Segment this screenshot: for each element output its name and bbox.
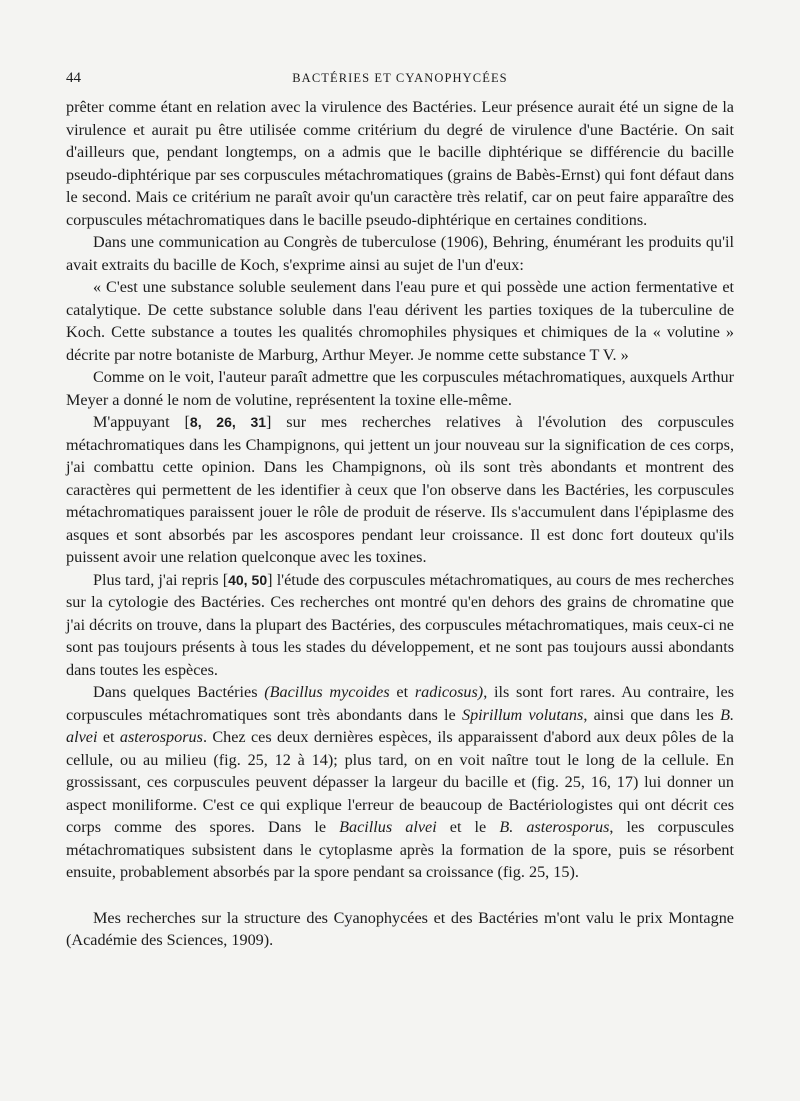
text-run: , ils sont fort rares. Au contraire, les corpuscules métachromatiques sont très abondants dans le xyxy=(66,683,735,724)
text-run: , ainsi que dans les xyxy=(583,705,721,724)
quotation-behring: « C'est une substance soluble seulement dans l'eau pure et qui possède une action fermentative et catalytique. De cette substance soluble dans l'eau dérivent les parties toxiques de la tuberculine de Koch. Cette substance a toutes les qualités chromophiles physiques et chimiques de la « volutine » décrite par notre botaniste de Marburg, Arthur Meyer. Je nomme cette substance T V. » xyxy=(66,278,734,364)
paragraph-4: Comme on le voit, l'auteur paraît admettre que les corpuscules métachromatiques, auxquels Arthur Meyer a donné le nom de volutine, représentent la toxine elle-même. xyxy=(66,368,734,409)
paragraph-6 xyxy=(66,569,734,682)
section-gap xyxy=(66,884,734,907)
species-name: Spirillum volutans xyxy=(461,705,584,724)
paragraph-1: prêter comme étant en relation avec la virulence des Bactéries. Leur présence aurait été un signe de la virulence et aurait pu être utilisée comme critérium du degré de virulence d'une Bactérie. On sait d'ailleurs que, pendant longtemps, on a admis que le bacille diphtérique se différencie du bacille pseudo-diphtérique par ses corpuscules métachromatiques (grains de Babès-Ernst) qui font défaut dans le second. Mais ce critérium ne paraît avoir qu'un caractère très relatif, car on peut faire apparaître des corpuscules métachromatiques dans le bacille pseudo-diphtérique en certaines conditions. xyxy=(66,98,734,229)
species-name: radicosus) xyxy=(414,683,484,701)
text-run: M'appuyant [ xyxy=(93,413,190,431)
paragraph-2: Dans une communication au Congrès de tuberculose (1906), Behring, énumérant les produits qu'il avait extraits du bacille de Koch, s'exprime ainsi au sujet de l'un d'eux: xyxy=(66,233,734,274)
species-name: asterosporus xyxy=(119,728,203,746)
species-name: Bacillus alvei xyxy=(339,818,437,836)
running-title: BACTÉRIES ET CYANOPHYCÉES xyxy=(292,71,508,85)
text-run: ] l'étude des corpuscules métachromatiques, au cours de mes recherches sur la cytologie des Bactéries. Ces recherches ont montré qu'en dehors des grains de chromatine que j'ai décrits on trouve, dans la plupart des Bactéries, des corpuscules métachromatiques, mais ceux-ci ne sont pas toujours présents à tous les stades du développement, et ne sont pas toujours aussi abondants dans toutes les espèces. xyxy=(66,570,735,679)
species-name: B. asterosporus xyxy=(499,818,610,836)
citation-reference: 40, 50 xyxy=(228,571,268,588)
text-run: Dans quelques Bactéries xyxy=(93,683,265,701)
text-run: . Chez ces deux dernières espèces, ils apparaissent d'abord aux deux pôles de la cellule, ou au milieu (fig. 25, 12 à 14); plus tard, on en voit naître tout le long de la cellule. En grossissant, ces corpuscules peuvent dépasser la largeur du bacille et (fig. 25, 16, 17) lui donner un aspect moniliforme. C'est ce qui explique l'erreur de beaucoup de Bactériologistes qui ont décrit ces corps comme des spores. Dans le xyxy=(66,728,734,836)
paragraph-8: Mes recherches sur la structure des Cyanophycées et des Bactéries m'ont valu le prix Montagne (Académie des Sciences, 1909). xyxy=(66,908,734,949)
page-header xyxy=(66,70,734,96)
text-run: , les corpuscules métachromatiques subsistent dans le cytoplasme après la formation de la spore, puis se résorbent ensuite, probablement absorbés par la spore pendant sa croissance (fig. 25, 15). xyxy=(66,818,734,881)
paragraph-7 xyxy=(66,681,734,884)
text-run: et xyxy=(389,683,415,701)
document-page xyxy=(66,70,734,952)
text-run: et le xyxy=(436,818,500,836)
species-name: B. alvei xyxy=(66,705,734,746)
citation-reference: 8, 26, 31 xyxy=(189,414,267,430)
species-name: (Bacillus mycoides xyxy=(264,683,390,701)
text-run: ] sur mes recherches relatives à l'évolution des corpuscules métachromatiques dans les Champignons, qui jettent un jour nouveau sur la signification de ces corps, j'ai combattu cette opinion. Dans les Champignons, où ils sont très abondants et montrent des caractères qui permettent de les identifier à ceux que l'on observe dans les Bactéries, les corpuscules métachromatiques paraissent jouer le rôle de produit de réserve. Ils s'accumulent dans l'épiplasme des asques et sont absorbés par les ascospores pendant leur croissance. Il est donc fort douteux qu'ils puissent avoir une relation quelconque avec les toxines. xyxy=(66,413,734,566)
text-run: Plus tard, j'ai repris [ xyxy=(93,570,229,589)
paragraph-5 xyxy=(66,411,734,569)
page-number: 44 xyxy=(66,70,81,86)
text-run: et xyxy=(97,728,120,746)
